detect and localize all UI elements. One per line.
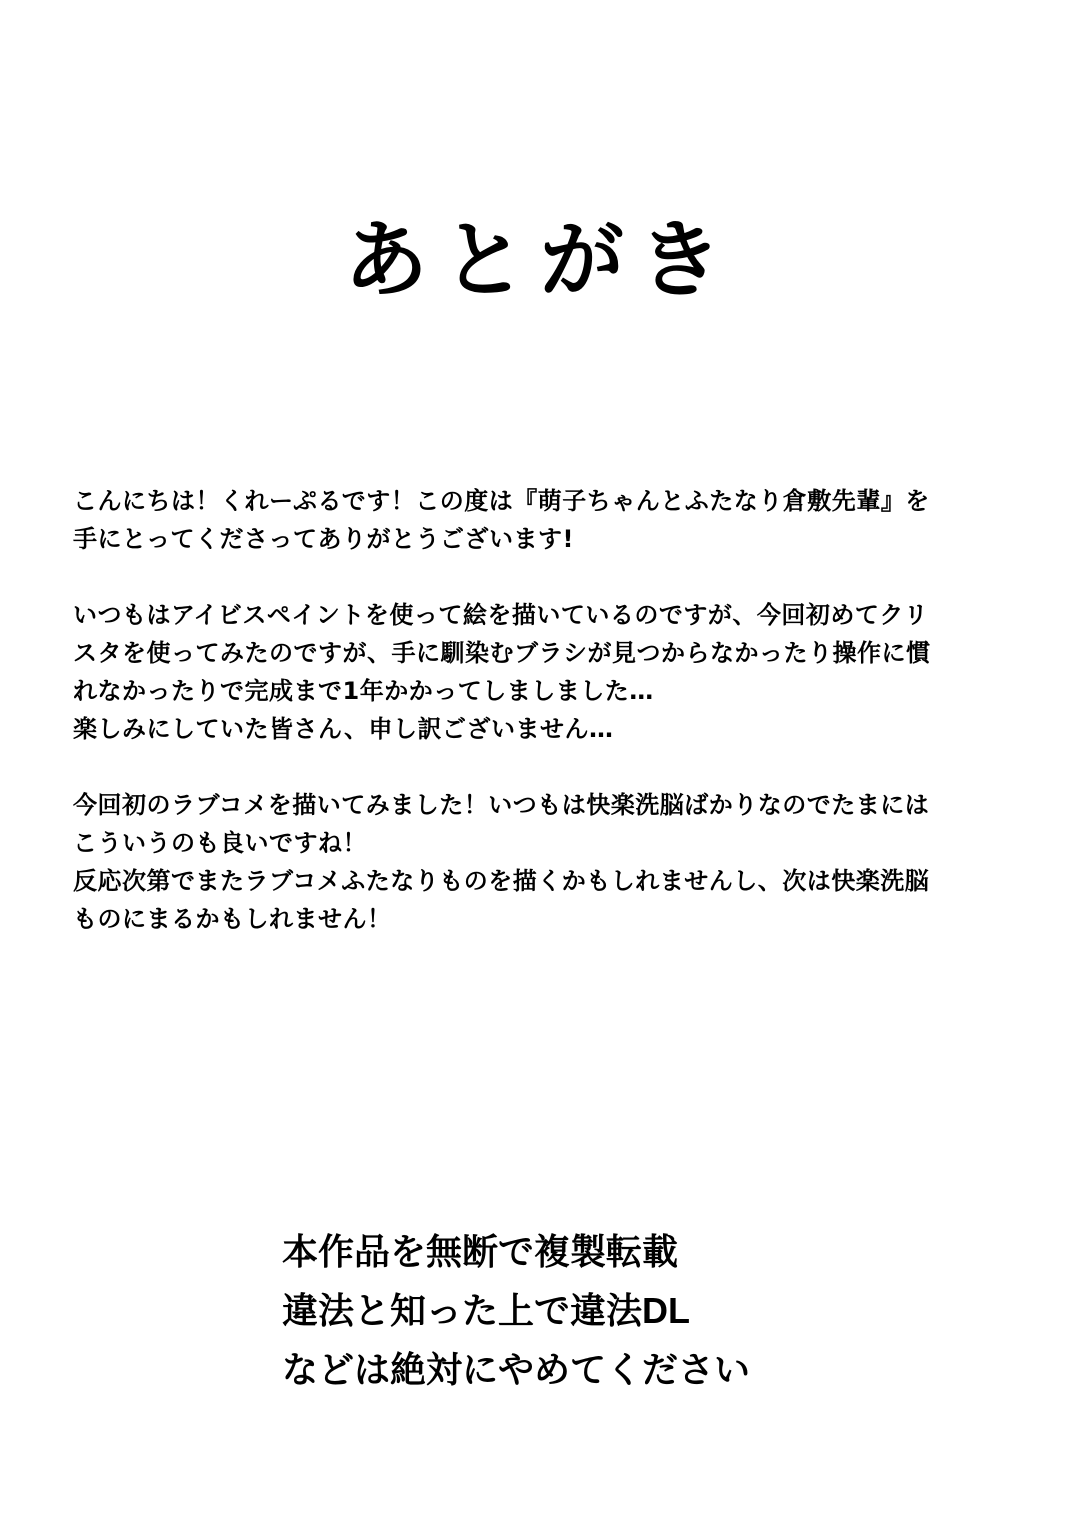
notice-line: などは絶対にやめてください xyxy=(282,1349,751,1390)
text-line: 反応次第でまたラブコメふたなりものを描くかもしれませんし、次は快楽洗脳 xyxy=(73,867,930,895)
notice-line: 本作品を無断で複製転載 xyxy=(282,1231,679,1272)
text-line: スタを使ってみたのですが、手に馴染むブラシが見つからなかったり操作に慣 xyxy=(73,639,931,667)
text-line: ものにまるかもしれません！ xyxy=(73,905,392,933)
text-line: こういうのも良いですね！ xyxy=(73,829,367,857)
text-line: れなかったりで完成まで1年かかってしましました… xyxy=(73,677,654,705)
afterword-body xyxy=(73,482,1033,976)
text-line: こんにちは！くれーぷるです！この度は『萌子ちゃんとふたなり倉敷先輩』を xyxy=(73,487,930,515)
notice-line: 違法と知った上で違法DL xyxy=(282,1290,690,1331)
text-line: 手にとってくださってありがとうございます! xyxy=(73,525,574,553)
text-line: 今回初のラブコメを描いてみました！いつもは快楽洗脳ばかりなのでたまには xyxy=(73,791,930,819)
page-title: あとがき xyxy=(343,210,736,309)
text-line: 楽しみにしていた皆さん、申し訳ございません… xyxy=(73,715,614,743)
copyright-notice xyxy=(282,1222,982,1399)
paragraph-future xyxy=(73,786,1033,938)
text-line: いつもはアイビスペイントを使って絵を描いているのですが、今回初めてクリ xyxy=(73,601,929,629)
paragraph-production xyxy=(73,596,1033,748)
paragraph-greeting xyxy=(73,482,1033,558)
